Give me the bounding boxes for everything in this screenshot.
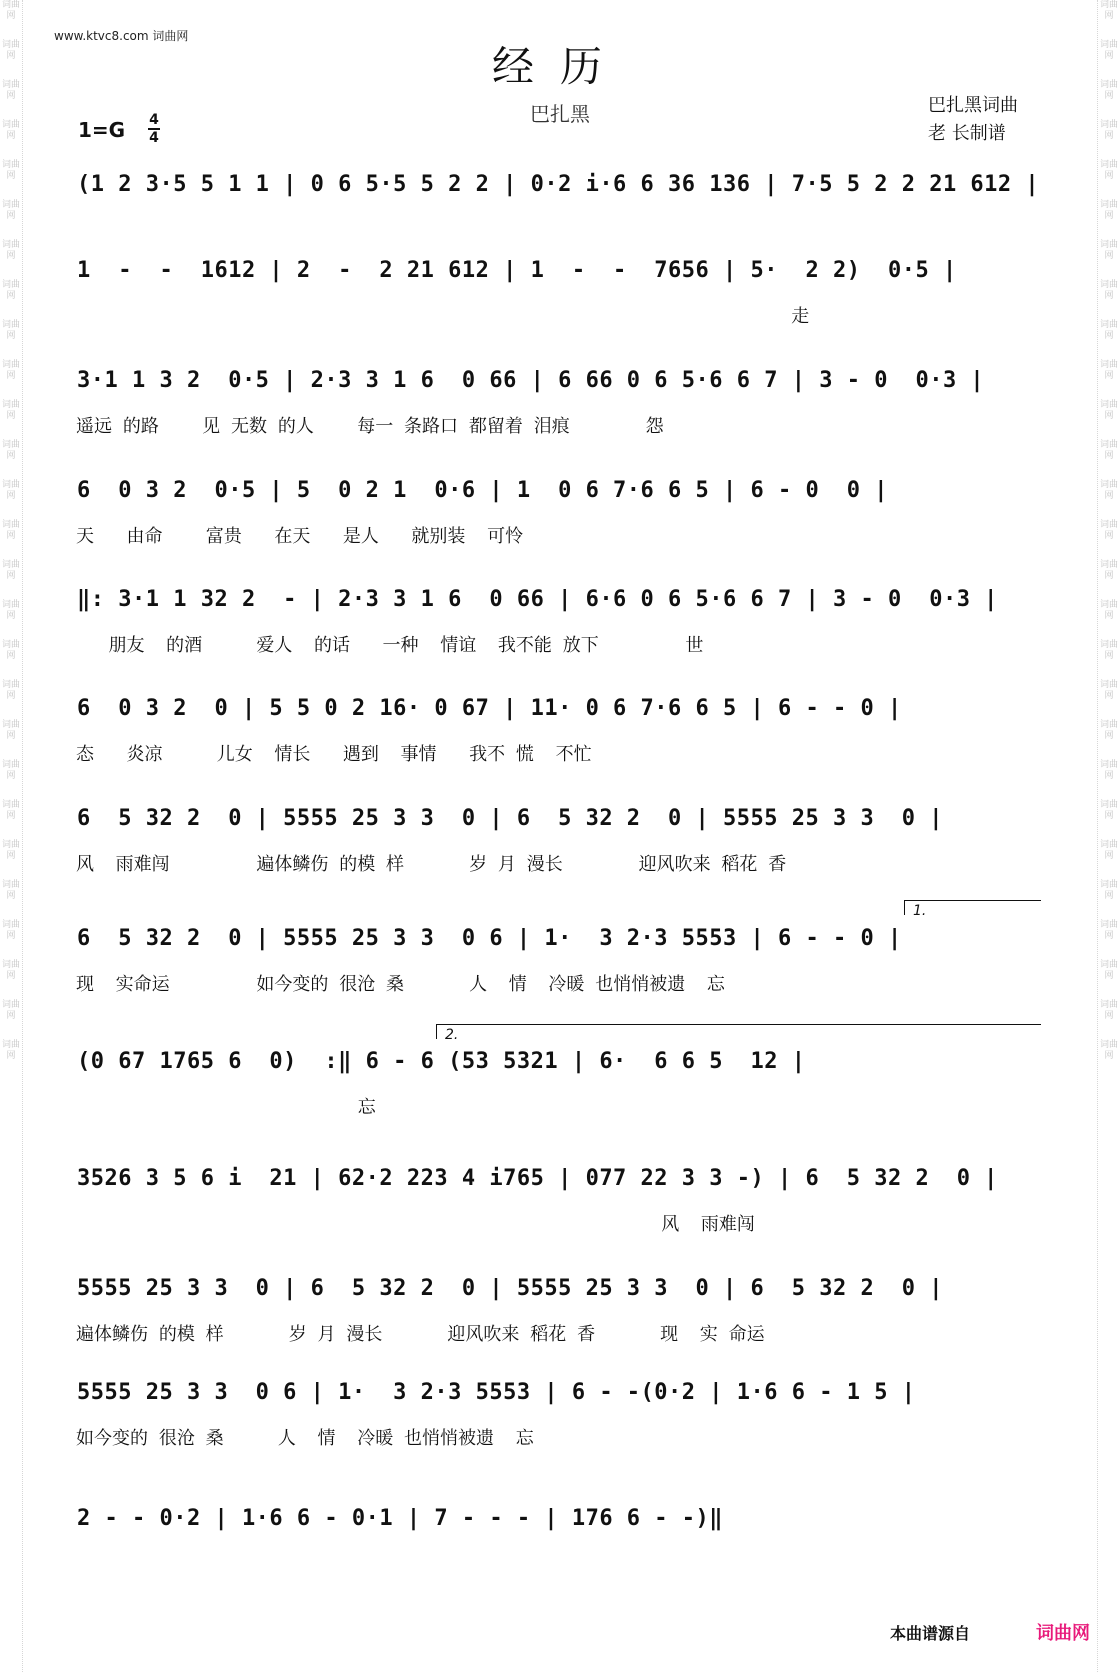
watermark-text: 词曲网 xyxy=(1099,200,1118,221)
watermark-text: 词曲网 xyxy=(1099,440,1118,461)
time-signature xyxy=(148,113,160,145)
score-line-notes: 2 - - 0·2 | 1·6 6 - 0·1 | 7 - - - | 176 6 - -)‖ xyxy=(77,1506,724,1531)
watermark-text: 词曲网 xyxy=(1,1000,20,1021)
watermark-text: 词曲网 xyxy=(1,0,20,21)
ending-1-label: 1. xyxy=(913,903,927,919)
watermark-text: 词曲网 xyxy=(1099,240,1118,261)
score-line-notes: 6 5 32 2 0 | 5555 25 3 3 0 6 | 1· 3 2·3 5553 | 6 - - 0 | xyxy=(77,926,902,951)
watermark-text: 词曲网 xyxy=(1099,400,1118,421)
ending-2-bracket xyxy=(436,1024,1041,1043)
watermark-text: 词曲网 xyxy=(1,200,20,221)
score-line-notes: (0 67 1765 6 0) :‖ 6 - 6 (53 5321 | 6· 6 6 5 12 | xyxy=(77,1049,806,1074)
watermark-text: 词曲网 xyxy=(1099,160,1118,181)
score-line-lyrics: 忘 xyxy=(76,1097,376,1118)
watermark-text: 词曲网 xyxy=(1,320,20,341)
score-line-lyrics: 现 实命运 如今变的 很沧 桑 人 情 冷暖 也悄悄被遗 忘 xyxy=(76,974,725,995)
score-line-lyrics: 风 雨难闯 遍体鳞伤 的模 样 岁 月 漫长 迎风吹来 稻花 香 xyxy=(76,854,787,875)
watermark-text: 词曲网 xyxy=(1099,1040,1118,1061)
watermark-text: 词曲网 xyxy=(1,760,20,781)
score-line-lyrics: 朋友 的酒 爱人 的话 一种 情谊 我不能 放下 世 xyxy=(76,635,704,656)
watermark-text: 词曲网 xyxy=(1,920,20,941)
watermark-text: 词曲网 xyxy=(1099,960,1118,981)
watermark-text: 词曲网 xyxy=(1099,0,1118,21)
watermark-text: 词曲网 xyxy=(1,160,20,181)
watermark-text: 词曲网 xyxy=(1,800,20,821)
watermark-text: 词曲网 xyxy=(1099,40,1118,61)
watermark-text: 词曲网 xyxy=(1099,880,1118,901)
score-line-notes: 6 5 32 2 0 | 5555 25 3 3 0 | 6 5 32 2 0 | 5555 25 3 3 0 | xyxy=(77,806,943,831)
score-line-notes: 6 0 3 2 0·5 | 5 0 2 1 0·6 | 1 0 6 7·6 6 5 | 6 - 0 0 | xyxy=(77,478,888,503)
watermark-text: 词曲网 xyxy=(1099,520,1118,541)
key-signature: 1=G xyxy=(78,118,126,142)
score-line-notes: 3·1 1 3 2 0·5 | 2·3 3 1 6 0 66 | 6 66 0 6 5·6 6 7 | 3 - 0 0·3 | xyxy=(77,368,985,393)
score-line-lyrics: 天 由命 富贵 在天 是人 就别装 可怜 xyxy=(76,526,524,547)
watermark-text: 词曲网 xyxy=(1,80,20,101)
watermark-text: 词曲网 xyxy=(1,120,20,141)
footer-logo[interactable]: 词曲网 xyxy=(1036,1623,1090,1644)
song-artist: 巴扎黑 xyxy=(530,102,590,126)
watermark-text: 词曲网 xyxy=(1,1040,20,1061)
watermark-text: 词曲网 xyxy=(1,680,20,701)
watermark-text: 词曲网 xyxy=(1099,480,1118,501)
watermark-text: 词曲网 xyxy=(1,480,20,501)
watermark-text: 词曲网 xyxy=(1099,680,1118,701)
score-line-lyrics: 风 雨难闯 xyxy=(76,1214,755,1235)
watermark-text: 词曲网 xyxy=(1099,360,1118,381)
watermark-text: 词曲网 xyxy=(1099,920,1118,941)
watermark-text: 词曲网 xyxy=(1,840,20,861)
score-line-lyrics: 态 炎凉 儿女 情长 遇到 事情 我不 慌 不忙 xyxy=(76,744,592,765)
ending-1-bracket xyxy=(904,900,1041,919)
watermark-text: 词曲网 xyxy=(1099,120,1118,141)
score-line-lyrics: 走 xyxy=(76,306,810,327)
credits xyxy=(928,92,1018,148)
watermark-text: 词曲网 xyxy=(1,520,20,541)
watermark-text: 词曲网 xyxy=(1,600,20,621)
left-watermark-strip xyxy=(0,0,23,1672)
watermark-text: 词曲网 xyxy=(1099,1000,1118,1021)
time-bottom: 4 xyxy=(149,130,159,146)
right-watermark-strip xyxy=(1097,0,1120,1672)
watermark-text: 词曲网 xyxy=(1,400,20,421)
watermark-text: 词曲网 xyxy=(1099,280,1118,301)
watermark-text: 词曲网 xyxy=(1099,320,1118,341)
watermark-text: 词曲网 xyxy=(1,880,20,901)
score-line-lyrics: 遥远 的路 见 无数 的人 每一 条路口 都留着 泪痕 怨 xyxy=(76,416,664,437)
watermark-text: 词曲网 xyxy=(1,360,20,381)
watermark-text: 词曲网 xyxy=(1099,640,1118,661)
watermark-text: 词曲网 xyxy=(1,280,20,301)
watermark-text: 词曲网 xyxy=(1,560,20,581)
watermark-text: 词曲网 xyxy=(1,440,20,461)
watermark-text: 词曲网 xyxy=(1,40,20,61)
watermark-text: 词曲网 xyxy=(1099,80,1118,101)
footer-source: 本曲谱源自 xyxy=(890,1624,971,1643)
watermark-text: 词曲网 xyxy=(1099,800,1118,821)
time-top: 4 xyxy=(149,112,159,128)
score-line-notes: (1 2 3·5 5 1 1 | 0 6 5·5 5 2 2 | 0·2 i·6 6 36 136 | 7·5 5 2 2 21 612 | xyxy=(77,172,1040,197)
score-line-notes: 5555 25 3 3 0 6 | 1· 3 2·3 5553 | 6 - -(0·2 | 1·6 6 - 1 5 | xyxy=(77,1380,916,1405)
watermark-text: 词曲网 xyxy=(1099,720,1118,741)
watermark-text: 词曲网 xyxy=(1,640,20,661)
watermark-text: 词曲网 xyxy=(1099,560,1118,581)
ending-2-label: 2. xyxy=(445,1027,459,1043)
score-line-notes: 6 0 3 2 0 | 5 5 0 2 16· 0 67 | 11· 0 6 7·6 6 5 | 6 - - 0 | xyxy=(77,696,902,721)
score-line-notes: ‖: 3·1 1 32 2 - | 2·3 3 1 6 0 66 | 6·6 0 6 5·6 6 7 | 3 - 0 0·3 | xyxy=(77,587,998,612)
credit-lyrics-music: 巴扎黑词曲 xyxy=(928,95,1018,116)
score-line-notes: 3526 3 5 6 i 21 | 62·2 223 4 i765 | 077 22 3 3 -) | 6 5 32 2 0 | xyxy=(77,1166,998,1191)
score-line-lyrics: 遍体鳞伤 的模 样 岁 月 漫长 迎风吹来 稻花 香 现 实 命运 xyxy=(76,1324,765,1345)
score-line-lyrics: 如今变的 很沧 桑 人 情 冷暖 也悄悄被遗 忘 xyxy=(76,1428,534,1449)
watermark-text: 词曲网 xyxy=(1,720,20,741)
watermark-text: 词曲网 xyxy=(1099,600,1118,621)
credit-score: 老 长制谱 xyxy=(928,123,1006,144)
site-url: www.ktvc8.com 词曲网 xyxy=(54,29,189,43)
watermark-text: 词曲网 xyxy=(1099,760,1118,781)
watermark-text: 词曲网 xyxy=(1099,840,1118,861)
score-line-notes: 5555 25 3 3 0 | 6 5 32 2 0 | 5555 25 3 3 0 | 6 5 32 2 0 | xyxy=(77,1276,943,1301)
watermark-text: 词曲网 xyxy=(1,960,20,981)
song-title: 经历 xyxy=(491,42,628,91)
watermark-text: 词曲网 xyxy=(1,240,20,261)
score-line-notes: 1 - - 1612 | 2 - 2 21 612 | 1 - - 7656 | 5· 2 2) 0·5 | xyxy=(77,258,957,283)
